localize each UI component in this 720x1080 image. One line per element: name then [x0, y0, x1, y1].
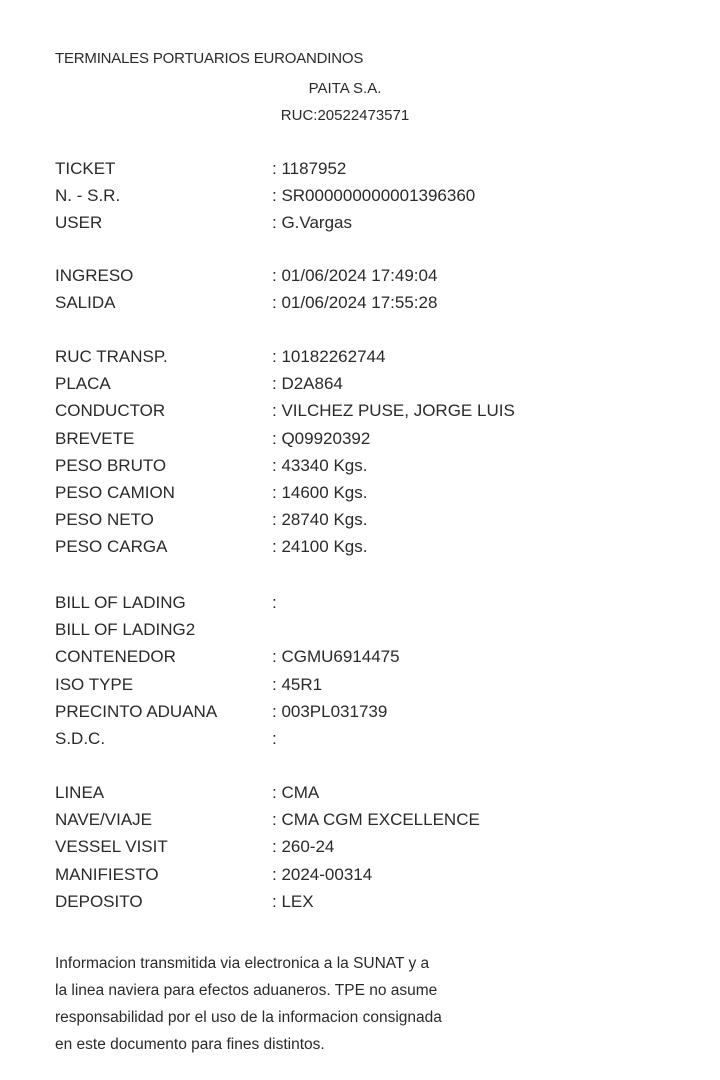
disclaimer-line: en este documento para fines distintos.	[55, 1036, 325, 1053]
field-label: BILL OF LADING2	[55, 620, 196, 640]
field-value: : SR000000000001396360	[272, 186, 476, 206]
field-value: : 43340 Kgs.	[272, 455, 368, 475]
field-value: : VILCHEZ PUSE, JORGE LUIS	[272, 401, 515, 421]
field-label: DEPOSITO	[55, 891, 143, 911]
field-value: : 1187952	[272, 159, 347, 178]
company-name: TERMINALES PORTUARIOS EUROANDINOS	[55, 50, 364, 67]
field-value: : 28740 Kgs.	[272, 510, 368, 530]
field-value: : LEX	[272, 891, 314, 911]
disclaimer-line: Informacion transmitida via electronica a la SUNAT y a	[55, 955, 430, 972]
field-label: N. - S.R.	[55, 186, 121, 206]
field-value: : 10182262744	[272, 347, 386, 366]
field-value: : 24100 Kgs.	[272, 537, 368, 557]
field-label: S.D.C.	[55, 728, 106, 748]
field-value: : 01/06/2024 17:55:28	[272, 293, 438, 313]
field-label: PLACA	[55, 374, 111, 394]
field-value: : CMA	[272, 783, 320, 802]
field-value: : G.Vargas	[272, 213, 352, 233]
field-label: PESO CARGA	[55, 537, 168, 557]
field-label: ISO TYPE	[55, 674, 134, 694]
disclaimer-notice	[55, 950, 615, 1058]
field-value: : Q09920392	[272, 428, 371, 448]
field-value: : 14600 Kgs.	[272, 482, 368, 502]
company-ruc: RUC:20522473571	[280, 107, 410, 124]
field-value: : CMA CGM EXCELLENCE	[272, 810, 480, 830]
field-label: SALIDA	[55, 293, 116, 313]
field-value: :	[272, 728, 277, 748]
field-label: MANIFIESTO	[55, 864, 159, 884]
field-value: : 003PL031739	[272, 701, 388, 721]
company-subtitle: PAITA S.A.	[308, 80, 382, 97]
field-value: : 2024-00314	[272, 864, 373, 884]
field-label: INGRESO	[55, 266, 134, 285]
field-label: PESO NETO	[55, 510, 154, 530]
field-label: CONDUCTOR	[55, 401, 166, 421]
disclaimer-line: responsabilidad por el uso de la informacion consignada	[55, 1009, 442, 1026]
field-label: LINEA	[55, 783, 105, 802]
field-label: PESO BRUTO	[55, 455, 167, 475]
field-value: :	[272, 593, 277, 612]
field-value: : 01/06/2024 17:49:04	[272, 266, 438, 285]
field-label: BILL OF LADING	[55, 593, 186, 612]
disclaimer-line: la linea naviera para efectos aduaneros. TPE no asume	[55, 982, 438, 999]
field-label: VESSEL VISIT	[55, 837, 168, 857]
field-value: : CGMU6914475	[272, 647, 400, 667]
field-label: BREVETE	[55, 428, 135, 448]
field-label: TICKET	[55, 159, 116, 178]
field-label: NAVE/VIAJE	[55, 810, 152, 830]
field-value: : 45R1	[272, 674, 323, 694]
field-label: CONTENEDOR	[55, 647, 176, 667]
field-label: USER	[55, 213, 103, 233]
field-label: PESO CAMION	[55, 482, 175, 502]
field-label: PRECINTO ADUANA	[55, 701, 218, 721]
field-value: : 260-24	[272, 837, 335, 857]
field-label: RUC TRANSP.	[55, 347, 168, 366]
field-value: : D2A864	[272, 374, 343, 394]
